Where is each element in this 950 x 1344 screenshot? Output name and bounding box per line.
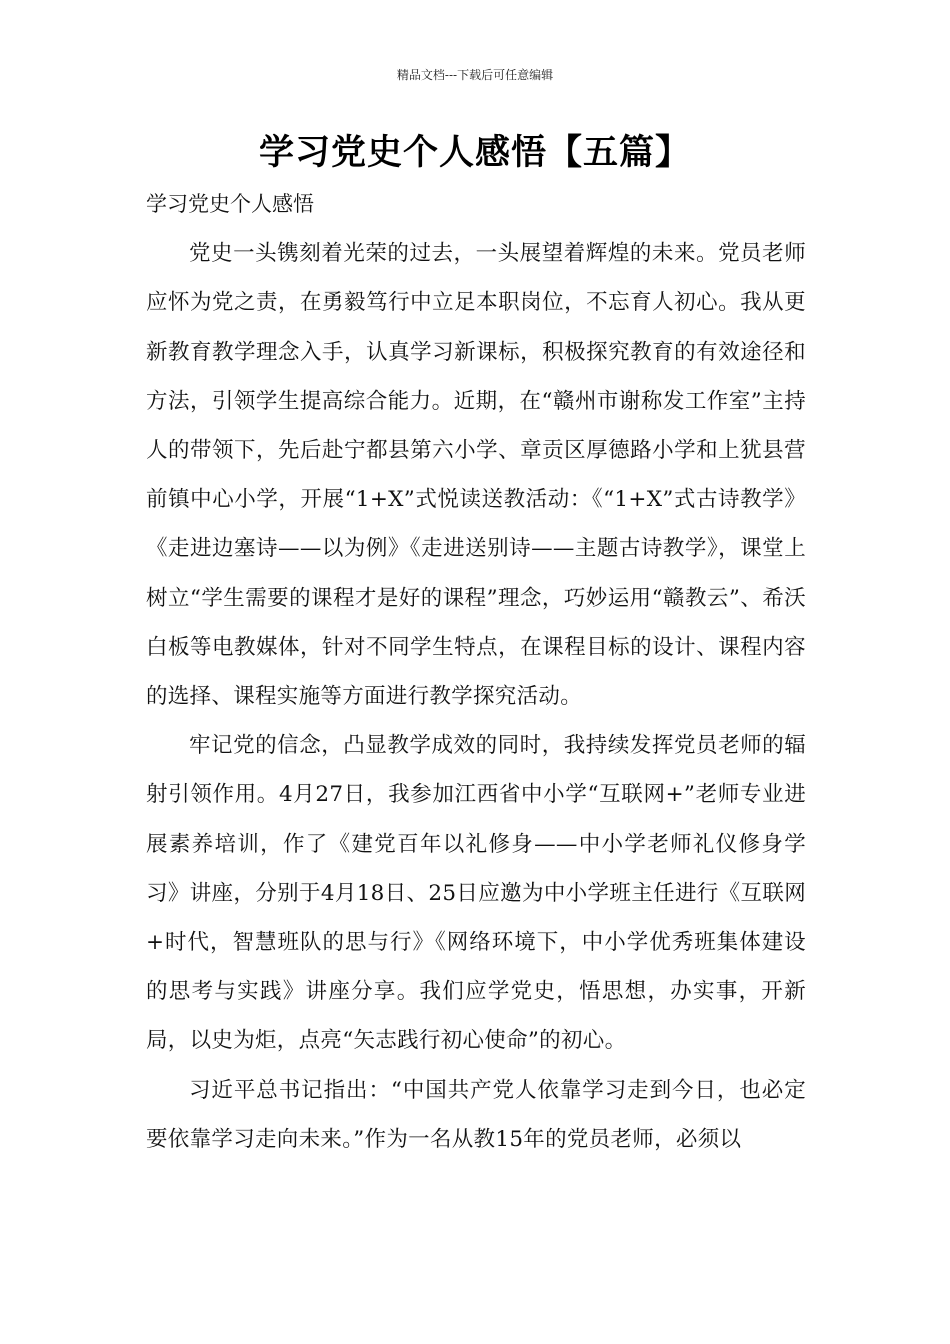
document-title: 学习党史个人感悟【五篇】	[258, 133, 691, 173]
paragraph-2: 牢记党的信念，凸显教学成效的同时，我持续发挥党员老师的辐射引领作用。4月27日，我参加江西省中小学“互联网+”老师专业进展素养培训，作了《建党百年以礼修身——中小学老师礼仪修身学习》讲座，分别于4月18日、25日应邀为中小学班主任进行《互联网+时代，智慧班队的思与行》《网络环境下，中小学优秀班集体建设的思考与实践》讲座分享。我们应学党史，悟思想，办实事，开新局，以史为炬，点亮“矢志践行初心使命”的初心。	[146, 733, 806, 1054]
paragraph-1: 党史一头镌刻着光荣的过去，一头展望着辉煌的未来。党员老师应怀为党之责，在勇毅笃行中立足本职岗位，不忘育人初心。我从更新教育教学理念入手，认真学习新课标，积极探究教育的有效途径和方法，引领学生提高综合能力。近期，在“赣州市谢称发工作室”主持人的带领下，先后赴宁都县第六小学、章贡区厚德路小学和上犹县营前镇中心小学，开展“1+X”式悦读送教活动：《“1+X”式古诗教学》《走进边塞诗——以为例》《走进送别诗——主题古诗教学》，课堂上树立“学生需要的课程才是好的课程”理念，巧妙运用“赣教云”、希沃白板等电教媒体，针对不同学生特点，在课程目标的设计、课程内容的选择、课程实施等方面进行教学探究活动。	[146, 241, 806, 710]
header-note: 精品文档---下载后可任意编辑	[396, 68, 554, 82]
document-body	[146, 180, 806, 1164]
paragraph-3: 习近平总书记指出：“中国共产党人依靠学习走到今日，也必定要依靠学习走向未来。”作为一名从教15年的党员老师，必须以	[146, 1077, 806, 1152]
document-subtitle: 学习党史个人感悟	[146, 192, 314, 216]
